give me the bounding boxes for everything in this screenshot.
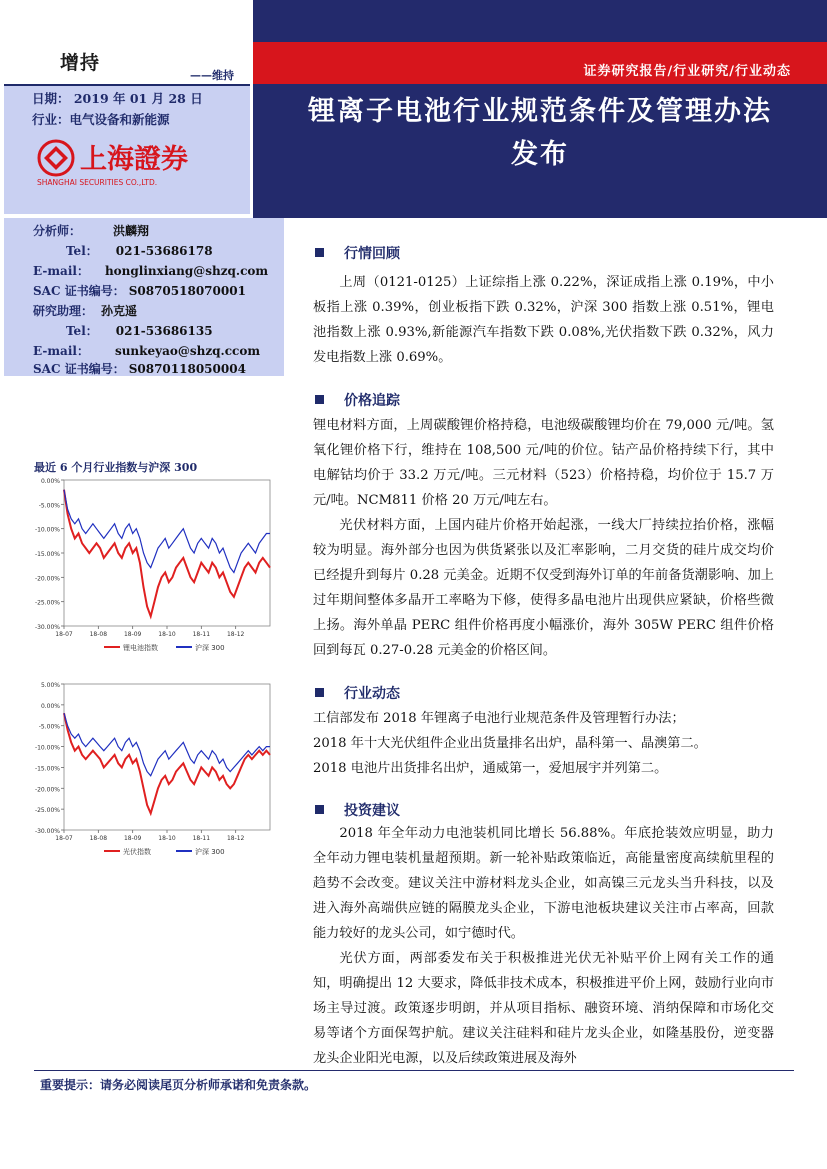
plot-frame xyxy=(64,684,270,830)
y-tick-label: -25.00% xyxy=(34,807,60,815)
y-tick-label: -5.00% xyxy=(38,502,60,510)
analyst-row: 研究助理： 孙克遥 xyxy=(33,304,138,318)
investment-paragraph-1: 2018 年全年动力电池装机同比增长 56.88%。年底抢装效应明显，助力全年动力锂电装机量超预期。新一轮补贴政策临近，高能量密度高续航里程的趋势不会改变。建议关注中游材料龙头企业，如高镍三元龙头当升科技，以及进入海外高端供应链的隔膜龙头企业，下游电池板块建议关注市占率高，回款能力较好的龙头公司，如宁德时代。 xyxy=(313,826,774,941)
y-tick-label: -20.00% xyxy=(34,786,60,794)
market-review-paragraph: 上周（0121-0125）上证综指上涨 0.22%，深证成指上涨 0.19%，中小板指上涨 0.39%，创业板指下跌 0.32%，沪深 300 指数上涨 0.51%，锂电池指数上涨 0.93%,新能源汽车指数下跌 0.08%,光伏指数下跌 0.32%，风力发电指数上涨 0.69%。 xyxy=(313,275,774,365)
legend-label: 锂电池指数 xyxy=(123,644,158,652)
logo-subtext: SHANGHAI SECURITIES CO.,LTD. xyxy=(37,178,158,187)
bullet-square-icon xyxy=(315,248,324,257)
x-tick-label: 18-07 xyxy=(55,631,73,638)
report-title-line1: 锂离子电池行业规范条件及管理办法 xyxy=(308,96,772,127)
footer-divider xyxy=(34,1070,794,1071)
y-tick-label: -5.00% xyxy=(38,723,60,731)
section-heading-price-tracking: 价格追踪 xyxy=(315,390,400,410)
analyst-row: 分析师： 洪麟翔 xyxy=(33,224,150,238)
x-tick-label: 18-10 xyxy=(158,835,176,842)
bullet-square-icon xyxy=(315,688,324,697)
x-tick-label: 18-09 xyxy=(123,835,142,842)
legend-label: 沪深 300 xyxy=(195,644,225,652)
y-tick-label: 0.00% xyxy=(40,702,60,710)
legend-label: 沪深 300 xyxy=(195,848,225,856)
x-tick-label: 18-10 xyxy=(158,631,176,638)
bullet-square-icon xyxy=(315,805,324,814)
price-tracking-paragraph-2: 光伏材料方面，上国内硅片价格开始起涨，一线大厂持续拉抬价格，涨幅较为明显。海外部分也因为供货紧张以及汇率影响，二月交货的硅片成交均价已经提升到每片 0.28 元美金。近期不仅受到海外订单的年前备货潮影响、加上过年期间整体多晶开工率略为下修，使得多晶电池片出现供应紧缺，价格些微上扬。海外单晶 PERC 组件价格再度小幅涨价，海外 305W PERC 组件价格回到每瓦 0.27-0.28 元美金的价格区间。 xyxy=(313,518,774,658)
y-tick-label: 0.00% xyxy=(40,478,60,485)
rating: 增持 xyxy=(60,52,101,74)
plot-frame xyxy=(64,480,270,626)
y-tick-label: -15.00% xyxy=(34,765,60,773)
chart-title: 最近 6 个月行业指数与沪深 300 xyxy=(34,461,198,474)
analyst-panel xyxy=(4,218,284,376)
logo-text: 上海證券 xyxy=(80,144,188,175)
y-tick-label: -15.00% xyxy=(34,551,60,558)
x-tick-label: 18-12 xyxy=(226,835,245,842)
report-date: 日期： 2019 年 01 月 28 日 xyxy=(32,91,203,106)
footer-note: 重要提示：请务必阅读尾页分析师承诺和免责条款。 xyxy=(40,1078,317,1092)
series-line xyxy=(64,490,270,573)
x-tick-label: 18-07 xyxy=(55,835,73,842)
analyst-row: E-mail： sunkeyao@shzq.ccom xyxy=(33,344,261,358)
breadcrumb: 证券研究报告/行业研究/行业动态 xyxy=(583,64,791,79)
x-tick-label: 18-08 xyxy=(89,631,108,638)
analyst-row: E-mail： honglinxiang@shzq.com xyxy=(33,264,269,278)
y-tick-label: -25.00% xyxy=(34,599,60,607)
analyst-row: SAC 证书编号： S0870518070001 xyxy=(33,284,246,298)
y-tick-label: -30.00% xyxy=(34,624,60,631)
x-tick-label: 18-12 xyxy=(226,631,245,638)
series-line xyxy=(64,490,270,617)
analyst-row: Tel： 021-53686178 xyxy=(66,244,213,258)
price-tracking-paragraph-1: 锂电材料方面，上周碳酸锂价格持稳，电池级碳酸锂均价在 79,000 元/吨。氢氧化锂价格下行，维持在 108,500 元/吨的价位。钴产品价格持续下行，其中电解钴均价于 33.2 万元/吨。三元材料（523）价格持稳，均价位于 15.7 万元/吨。NCM811 价格 20 万元/吨左右。 xyxy=(313,418,774,508)
y-tick-label: -10.00% xyxy=(34,744,60,752)
investment-paragraph-2: 光伏方面，两部委发布关于积极推进光伏无补贴平价上网有关工作的通知，明确提出 12 大要求，降低非技术成本，积极推进平价上网，鼓励行业向市场主导过渡。政策逐步明朗，并从项目指标、融资环境、消纳保障和市场化交易等诸个方面保驾护航。建议关注硅料和硅片龙头企业，如隆基股份，逆变器龙头企业阳光电源，以及后续政策进展及海外 xyxy=(313,951,774,1066)
analyst-row: SAC 证书编号： S0870118050004 xyxy=(33,362,246,376)
chart-pv-vs-hs300 xyxy=(28,678,278,863)
x-tick-label: 18-11 xyxy=(192,631,211,638)
bullet-square-icon xyxy=(315,395,324,404)
company-logo xyxy=(34,138,239,190)
y-tick-label: -30.00% xyxy=(34,828,60,835)
series-line xyxy=(64,713,270,813)
series-line xyxy=(64,713,270,776)
section-heading-investment: 投资建议 xyxy=(315,800,400,820)
chart-lithium-vs-hs300 xyxy=(28,474,278,659)
industry-news-item-1: 工信部发布 2018 年锂离子电池行业规范条件及管理暂行办法； xyxy=(313,711,685,726)
analyst-row: Tel： 021-53686135 xyxy=(66,324,213,338)
report-industry: 行业：电气设备和新能源 xyxy=(32,112,170,127)
x-tick-label: 18-08 xyxy=(89,835,108,842)
header-top-band xyxy=(253,0,827,42)
y-tick-label: -10.00% xyxy=(34,526,60,534)
industry-news-item-2: 2018 年十大光伏组件企业出货量排名出炉，晶科第一、晶澳第二。 xyxy=(313,736,707,751)
section-heading-market-review: 行情回顾 xyxy=(315,243,400,263)
industry-news-item-3: 2018 电池片出货排名出炉，通威第一，爱旭展宇并列第二。 xyxy=(313,761,668,776)
rating-maintain: ——维持 xyxy=(190,69,234,82)
report-title-line2: 发布 xyxy=(511,139,569,170)
x-tick-label: 18-11 xyxy=(192,835,211,842)
report-title xyxy=(263,90,817,176)
section-heading-industry-news: 行业动态 xyxy=(315,683,400,703)
x-tick-label: 18-09 xyxy=(123,631,142,638)
legend-label: 光伏指数 xyxy=(123,848,151,856)
y-tick-label: 5.00% xyxy=(40,682,60,689)
y-tick-label: -20.00% xyxy=(34,575,60,583)
